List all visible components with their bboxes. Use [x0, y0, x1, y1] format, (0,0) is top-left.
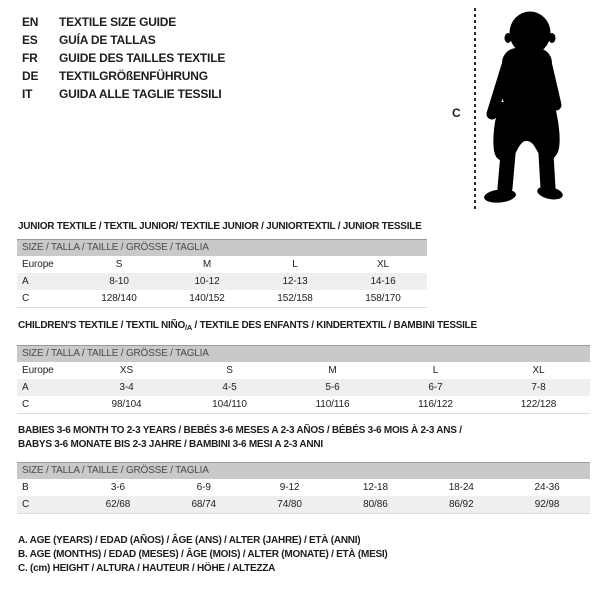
table-row — [17, 479, 590, 496]
language-code: DE — [22, 69, 39, 83]
table-cell: 5-6 — [325, 382, 340, 393]
language-title: GUIDE DES TAILLES TEXTILE — [59, 51, 226, 65]
table-cell: 122/128 — [520, 399, 557, 410]
size-table-header: SIZE / TALLA / TAILLE / GRÖSSE / TAGLIA — [17, 240, 427, 256]
table-cell: 12-13 — [282, 276, 308, 287]
table-cell: 3-4 — [119, 382, 134, 393]
note-age-months: B. AGE (MONTHS) / EDAD (MESES) / ÂGE (MOIS) / ALTER (MONATE) / ETÀ (MESI) — [18, 549, 388, 560]
section-title-text: / TEXTILE DES ENFANTS / KINDERTEXTIL / BAMBINI TESSILE — [191, 320, 477, 331]
table-cell: 140/152 — [189, 293, 225, 304]
table-cell: 7-8 — [531, 382, 546, 393]
section-title-line1: BABIES 3-6 MONTH TO 2-3 YEARS / BEBÉS 3-6 MESES A 2-3 AÑOS / BÉBÉS 3-6 MOIS À 2-3 ANS / — [18, 425, 462, 436]
table-row — [17, 273, 427, 290]
language-row — [22, 67, 225, 85]
table-cell: 152/158 — [277, 293, 313, 304]
section-title-babies — [18, 424, 462, 451]
table-cell: 18-24 — [448, 482, 474, 493]
section-title-children — [18, 319, 477, 335]
table-cell: 4-5 — [222, 382, 237, 393]
table-cell: 110/116 — [315, 399, 350, 410]
row-label: C — [22, 399, 30, 410]
legend-notes — [18, 534, 388, 576]
language-title: GUIDA ALLE TAGLIE TESSILI — [59, 87, 222, 101]
table-cell: 86/92 — [448, 499, 474, 510]
table-cell: 104/110 — [212, 399, 247, 410]
table-cell: S — [115, 259, 123, 270]
language-title-block — [22, 13, 225, 103]
table-cell: XS — [119, 365, 134, 376]
row-label: B — [22, 482, 29, 493]
toddler-silhouette-icon — [483, 12, 563, 207]
table-cell: L — [432, 365, 439, 376]
table-cell: 10-12 — [194, 276, 220, 287]
section-title-junior — [18, 220, 422, 234]
row-label: C — [22, 499, 30, 510]
height-measure-dashed-line — [474, 8, 476, 210]
table-row — [17, 379, 590, 396]
language-title: TEXTILGRÖßENFÜHRUNG — [59, 69, 208, 83]
note-age-years: A. AGE (YEARS) / EDAD (AÑOS) / ÂGE (ANS) / ALTER (JAHRE) / ETÀ (ANNI) — [18, 535, 361, 546]
table-cell: M — [202, 259, 212, 270]
language-code: IT — [22, 87, 33, 101]
table-cell: 12-18 — [362, 482, 388, 493]
table-cell: 8-10 — [109, 276, 129, 287]
row-label: Europe — [22, 365, 54, 376]
language-code: FR — [22, 51, 38, 65]
table-cell: 116/122 — [418, 399, 453, 410]
table-cell: XL — [376, 259, 390, 270]
section-title-line2: BABYS 3-6 MONATE BIS 2-3 JAHRE / BAMBINI 3-6 MESI A 2-3 ANNI — [18, 438, 323, 450]
table-cell: 74/80 — [277, 499, 302, 510]
table-cell: 158/170 — [365, 293, 401, 304]
section-title-subscript: /A — [184, 323, 192, 332]
language-code: ES — [22, 33, 38, 47]
table-cell: 128/140 — [101, 293, 137, 304]
row-label: A — [22, 382, 29, 393]
table-cell: XL — [532, 365, 545, 376]
table-cell: 6-9 — [196, 482, 211, 493]
language-code: EN — [22, 15, 39, 29]
note-height-cm: C. (cm) HEIGHT / ALTURA / HAUTEUR / HÖHE / ALTEZZA — [18, 563, 276, 574]
table-cell: 92/98 — [534, 499, 560, 510]
language-row — [22, 85, 225, 103]
row-label: C — [22, 293, 30, 304]
junior-size-table — [17, 239, 427, 308]
language-row — [22, 31, 225, 49]
babies-size-table — [17, 462, 590, 514]
table-cell: 9-12 — [279, 482, 300, 493]
table-row — [17, 362, 590, 379]
table-cell: 24-36 — [534, 482, 560, 493]
table-cell: 80/86 — [363, 499, 388, 510]
language-title: TEXTILE SIZE GUIDE — [59, 15, 177, 29]
size-table-header: SIZE / TALLA / TAILLE / GRÖSSE / TAGLIA — [17, 346, 590, 362]
row-label: A — [22, 276, 29, 287]
table-cell: S — [226, 365, 233, 376]
table-cell: M — [328, 365, 337, 376]
table-cell: 68/74 — [191, 499, 216, 510]
language-row — [22, 13, 225, 31]
size-table-header: SIZE / TALLA / TAILLE / GRÖSSE / TAGLIA — [17, 463, 590, 479]
table-row — [17, 256, 427, 273]
table-cell: 3-6 — [110, 482, 125, 493]
table-cell: 6-7 — [428, 382, 443, 393]
table-cell: 98/104 — [111, 399, 142, 410]
children-size-table — [17, 345, 590, 414]
table-row — [17, 396, 590, 413]
language-row — [22, 49, 225, 67]
height-marker-label: C — [452, 106, 461, 120]
table-cell: 14-16 — [370, 276, 396, 287]
table-cell: 62/68 — [105, 499, 131, 510]
section-title-text: JUNIOR TEXTILE / TEXTIL JUNIOR/ TEXTILE JUNIOR / JUNIORTEXTIL / JUNIOR TESSILE — [18, 221, 422, 232]
section-title-text: CHILDREN'S TEXTILE / TEXTIL NIÑO — [18, 320, 185, 331]
language-title: GUÍA DE TALLAS — [59, 33, 156, 47]
table-cell: L — [292, 259, 298, 270]
table-row — [17, 496, 590, 513]
row-label: Europe — [22, 259, 54, 270]
table-row — [17, 290, 427, 307]
